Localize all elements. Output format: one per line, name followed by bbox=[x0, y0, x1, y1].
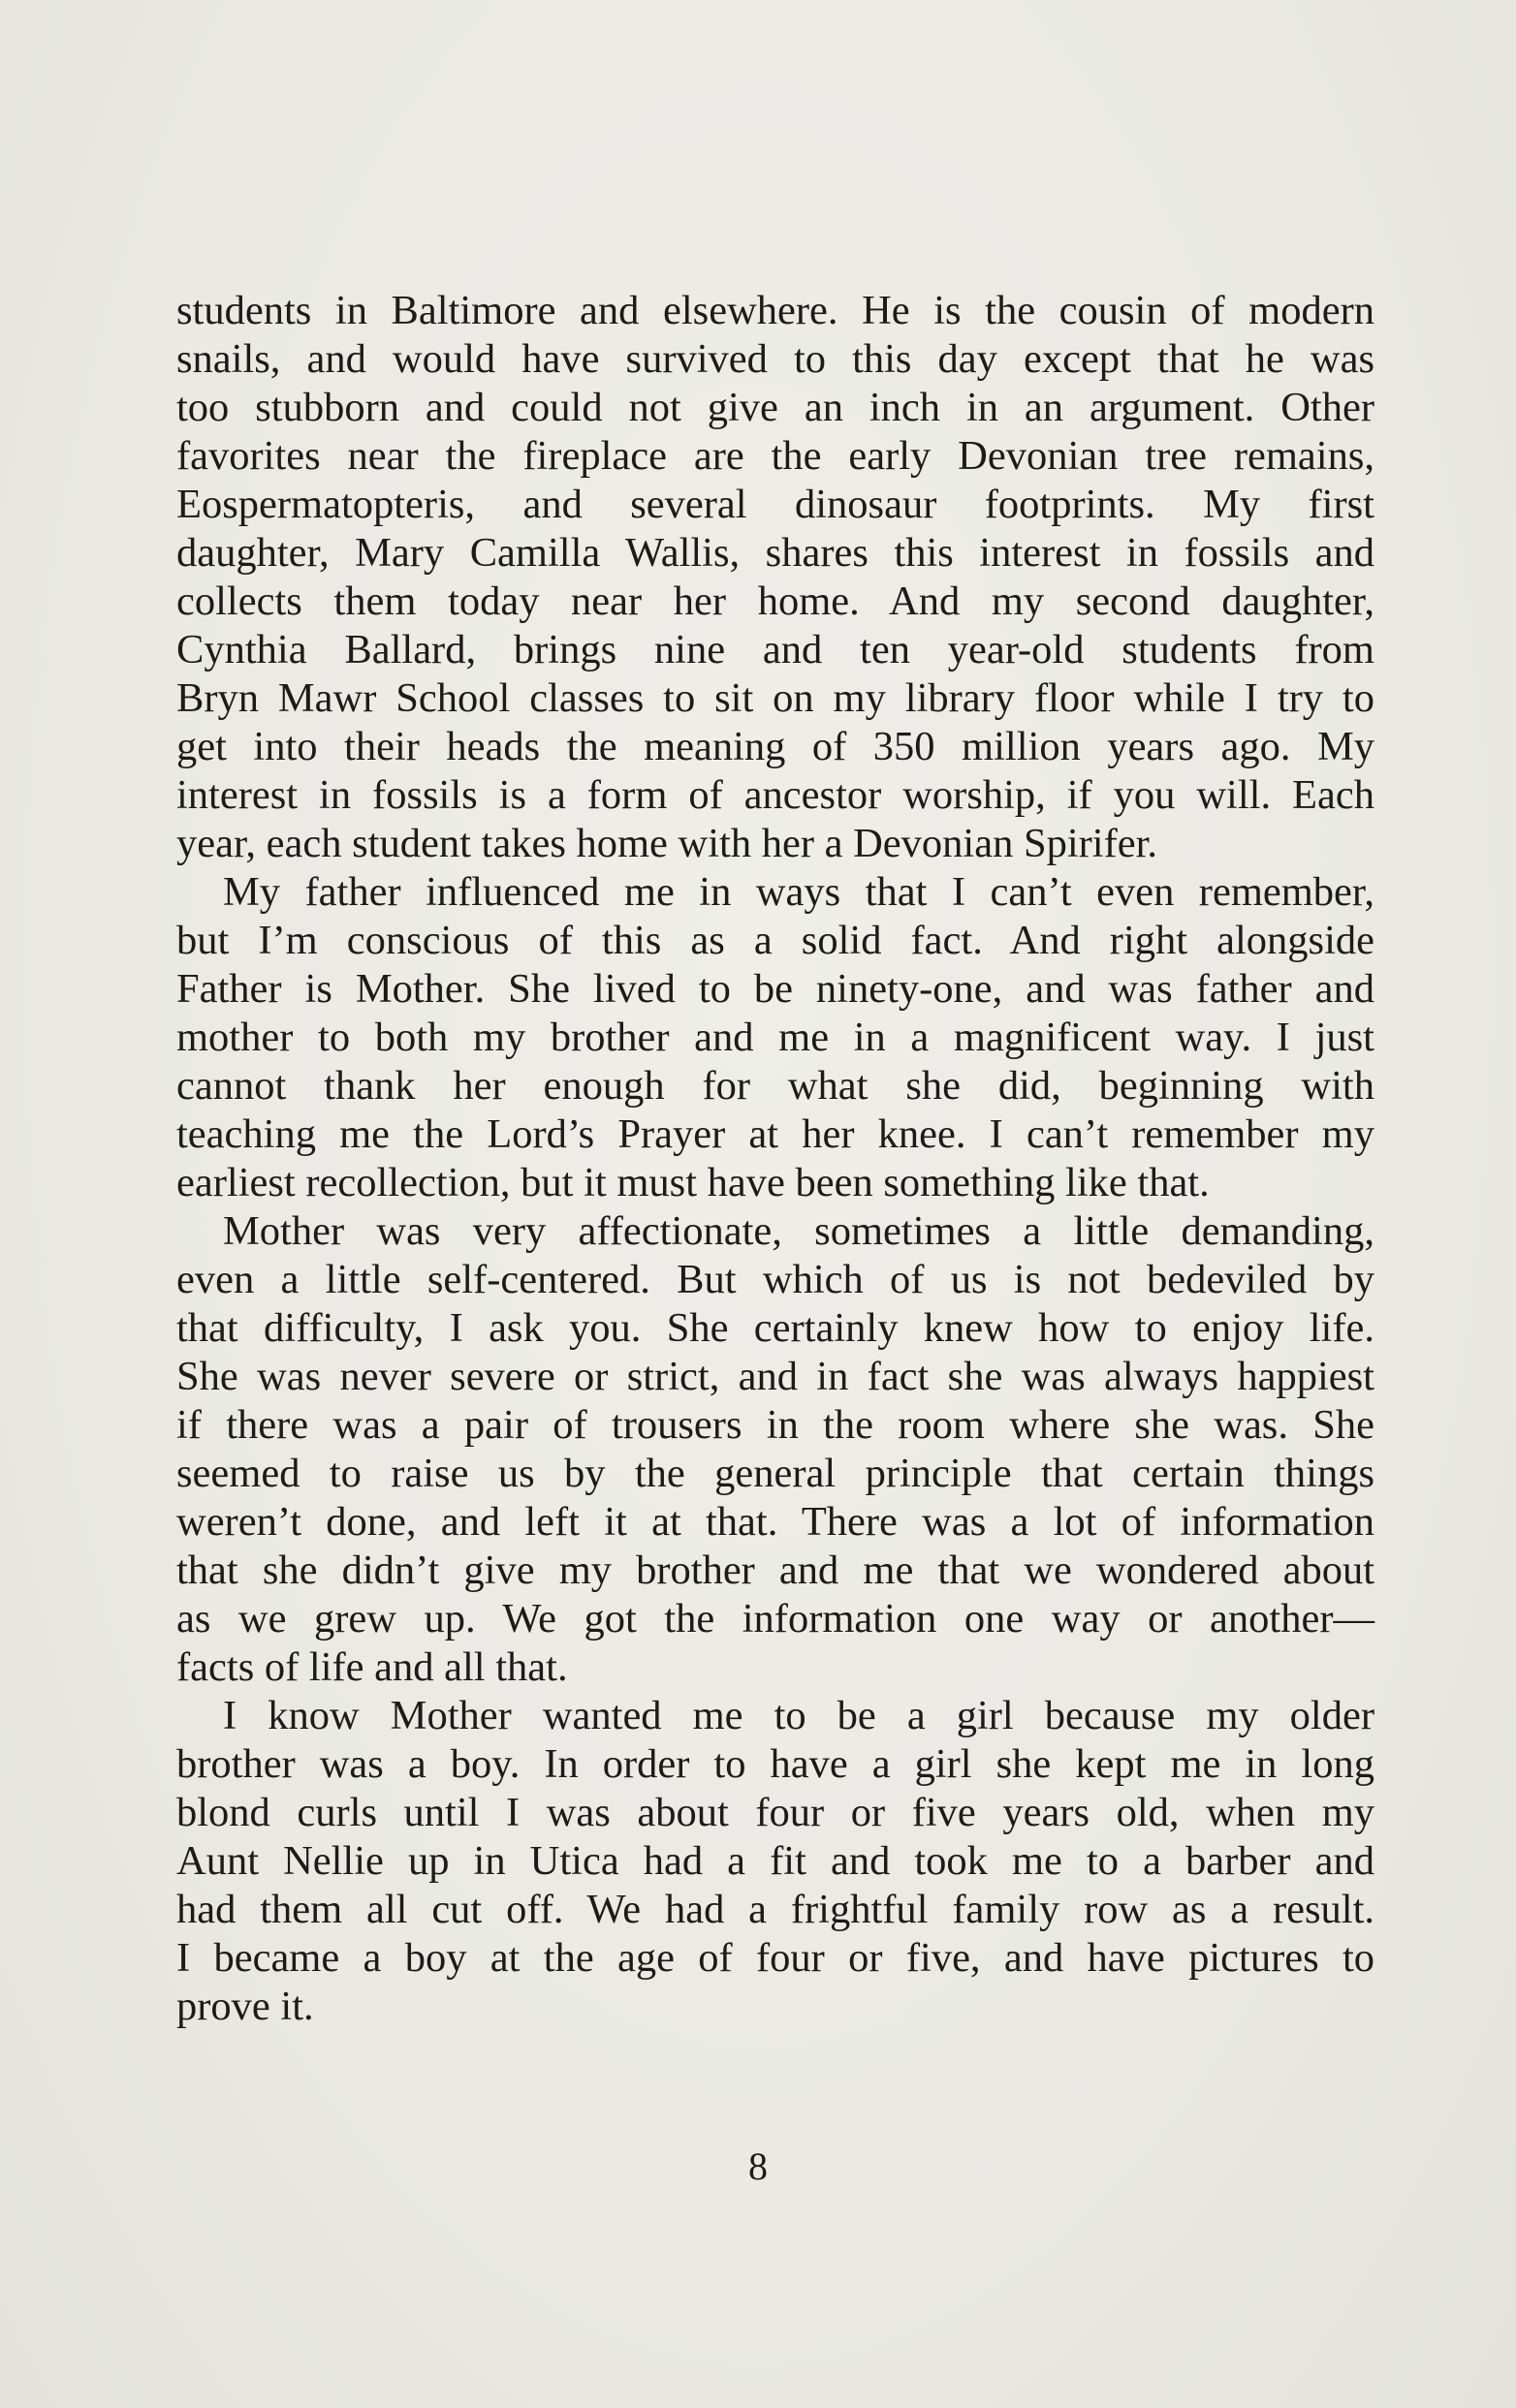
text-line: year, each student takes home with her a Devonian Spirifer. bbox=[176, 821, 1158, 866]
text-line: She was never severe or strict, and in fact she was always happiest bbox=[176, 1354, 1374, 1399]
paragraph bbox=[176, 868, 1374, 1207]
body-text bbox=[176, 287, 1374, 2031]
paragraph bbox=[176, 1207, 1374, 1692]
text-line: I know Mother wanted me to be a girl because my older bbox=[223, 1693, 1374, 1738]
text-line: favorites near the fireplace are the early Devonian tree remains, bbox=[176, 433, 1374, 479]
text-line: mother to both my brother and me in a magnificent way. I just bbox=[176, 1015, 1374, 1060]
text-line: even a little self-centered. But which of us is not bedeviled by bbox=[176, 1257, 1374, 1302]
text-line: facts of life and all that. bbox=[176, 1644, 568, 1690]
text-line: collects them today near her home. And my second daughter, bbox=[176, 579, 1374, 624]
text-line: weren’t done, and left it at that. There was a lot of information bbox=[176, 1499, 1374, 1545]
text-line: My father influenced me in ways that I can’t even remember, bbox=[223, 869, 1374, 915]
text-line: Eospermatopteris, and several dinosaur footprints. My first bbox=[176, 482, 1374, 527]
paragraph bbox=[176, 1692, 1374, 2031]
text-line: as we grew up. We got the information one way or another— bbox=[176, 1596, 1374, 1642]
text-line: Bryn Mawr School classes to sit on my library floor while I try to bbox=[176, 675, 1374, 721]
text-line: prove it. bbox=[176, 1984, 314, 2029]
page-number: 8 bbox=[748, 2144, 768, 2188]
text-line: interest in fossils is a form of ancestor worship, if you will. Each bbox=[176, 772, 1374, 818]
text-line: students in Baltimore and elsewhere. He is the cousin of modern bbox=[176, 288, 1374, 333]
text-line: daughter, Mary Camilla Wallis, shares this interest in fossils and bbox=[176, 530, 1374, 576]
text-line: Father is Mother. She lived to be ninety-one, and was father and bbox=[176, 966, 1374, 1012]
text-line: snails, and would have survived to this day except that he was bbox=[176, 336, 1374, 382]
text-line: brother was a boy. In order to have a girl she kept me in long bbox=[176, 1741, 1374, 1787]
text-line: Aunt Nellie up in Utica had a fit and took me to a barber and bbox=[176, 1838, 1374, 1884]
text-line: had them all cut off. We had a frightful family row as a result. bbox=[176, 1887, 1374, 1932]
text-line: teaching me the Lord’s Prayer at her knee. I can’t remember my bbox=[176, 1111, 1374, 1157]
text-line: blond curls until I was about four or five years old, when my bbox=[176, 1790, 1374, 1835]
text-line: that difficulty, I ask you. She certainly knew how to enjoy life. bbox=[176, 1305, 1374, 1351]
text-line: cannot thank her enough for what she did, beginning with bbox=[176, 1063, 1374, 1109]
text-line: I became a boy at the age of four or five, and have pictures to bbox=[176, 1935, 1374, 1981]
text-line: get into their heads the meaning of 350 million years ago. My bbox=[176, 724, 1374, 769]
text-line: seemed to raise us by the general principle that certain things bbox=[176, 1451, 1374, 1496]
text-line: too stubborn and could not give an inch in an argument. Other bbox=[176, 385, 1374, 430]
text-line: if there was a pair of trousers in the room where she was. She bbox=[176, 1402, 1374, 1448]
text-line: but I’m conscious of this as a solid fact. And right alongside bbox=[176, 918, 1374, 963]
text-line: that she didn’t give my brother and me that we wondered about bbox=[176, 1548, 1374, 1593]
paragraph bbox=[176, 287, 1374, 868]
text-line: earliest recollection, but it must have been something like that. bbox=[176, 1160, 1210, 1205]
text-line: Mother was very affectionate, sometimes a little demanding, bbox=[223, 1208, 1374, 1254]
text-line: Cynthia Ballard, brings nine and ten year-old students from bbox=[176, 627, 1374, 672]
